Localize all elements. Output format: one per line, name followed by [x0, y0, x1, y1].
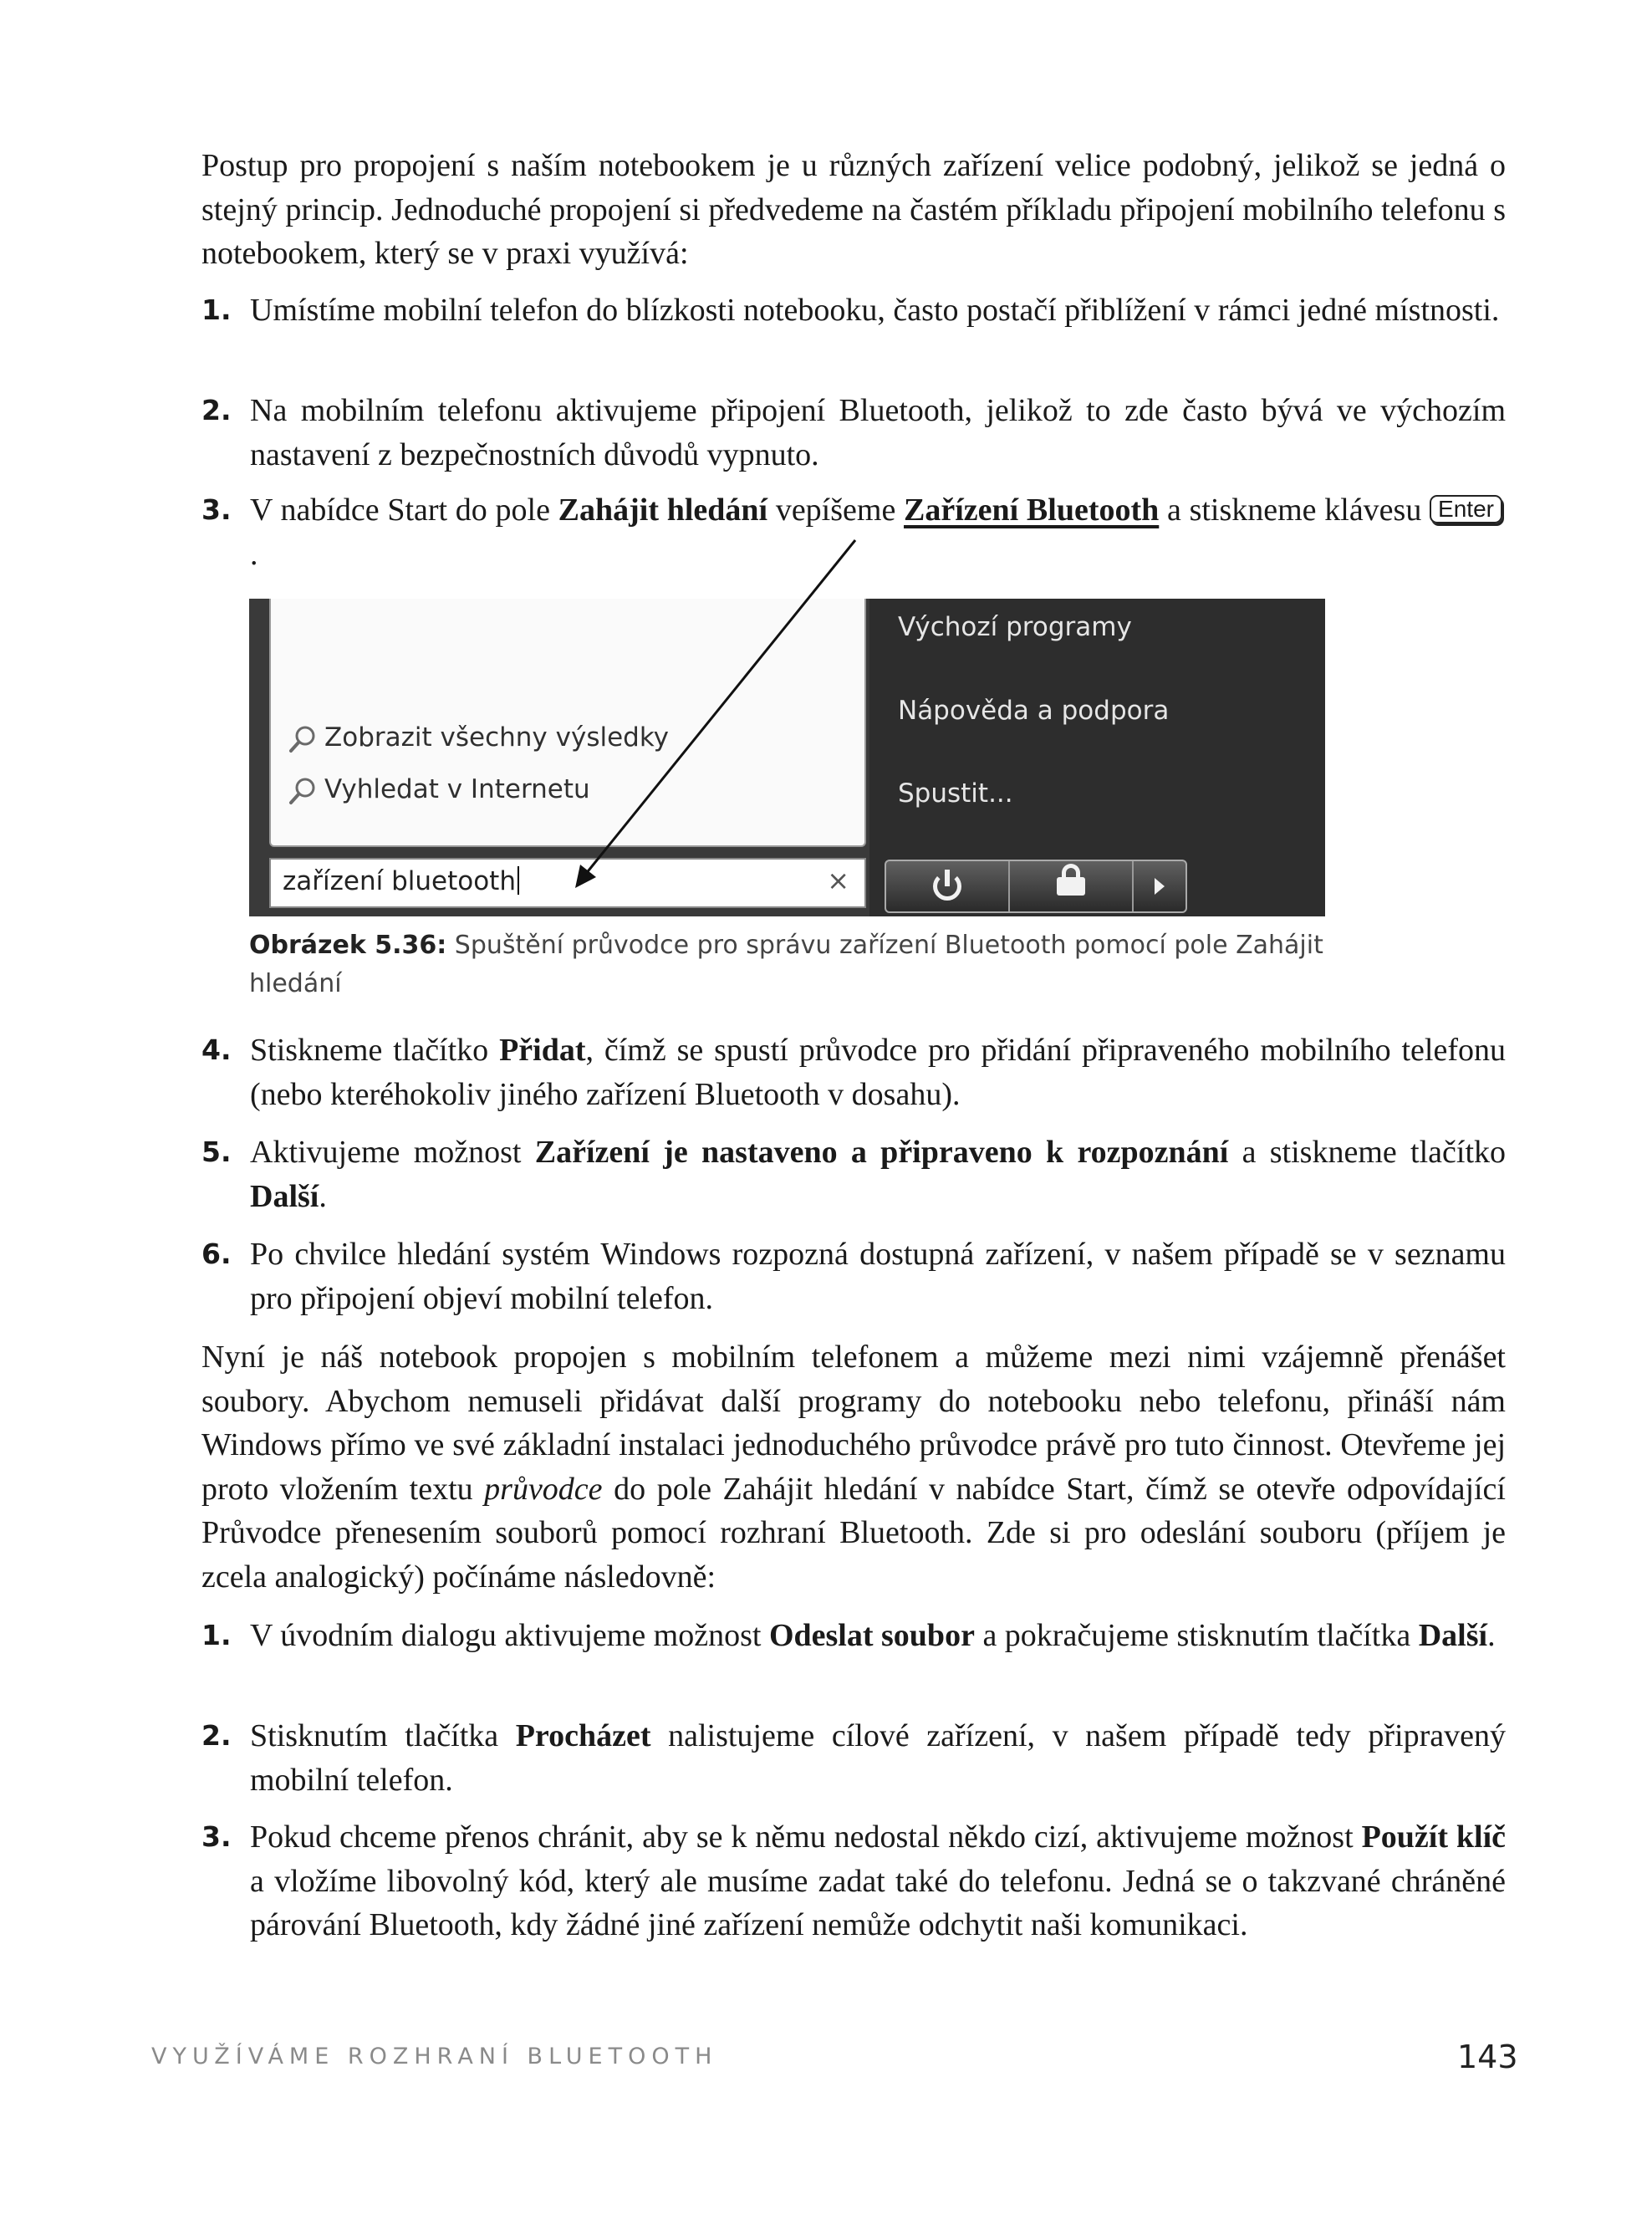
- text-run: a stiskneme klávesu: [1159, 492, 1430, 528]
- bold-term: Další: [250, 1178, 319, 1214]
- bold-term: Zahájit hledání: [558, 492, 768, 528]
- list-item: [201, 1130, 1506, 1218]
- bold-term-underlined: Zařízení Bluetooth: [904, 492, 1160, 528]
- bold-term: Procházet: [515, 1718, 651, 1753]
- search-value: zařízení bluetooth: [283, 866, 519, 896]
- text-run: a vložíme libovolný kód, který ale musíme zadat také do telefonu. Jedná se o takzvané chráněné párování Bluetooth, kdy žádné jiné zařízení nemůže odchytit naši komunikaci.: [250, 1863, 1506, 1943]
- italic-term: průvodce: [484, 1471, 603, 1507]
- text-run: a pokračujeme stisknutím tlačítka: [974, 1618, 1419, 1653]
- text-run: V nabídce Start do pole: [250, 492, 558, 528]
- text-run: .: [319, 1178, 327, 1214]
- list-number: 3.: [201, 1820, 232, 1853]
- bold-term: Přidat: [499, 1033, 586, 1068]
- text-run: , čímž se spustí průvodce pro přidání připraveného mobilního telefonu (nebo kteréhokoliv jiného zařízení Bluetooth v dosahu).: [250, 1033, 1506, 1112]
- result-label: Zobrazit všechny výsledky: [324, 722, 670, 753]
- body-paragraph: [201, 1335, 1506, 1600]
- list-item: [201, 1232, 1506, 1320]
- list-item: [201, 1614, 1506, 1658]
- bold-term: Odeslat soubor: [768, 1618, 975, 1653]
- bold-term: Další: [1418, 1618, 1488, 1653]
- list-text: [250, 1815, 1506, 1947]
- list-number: 5.: [201, 1135, 232, 1168]
- bold-term: Zařízení je nastaveno a připraveno k rozpoznání: [534, 1135, 1229, 1170]
- text-run: .: [1487, 1618, 1496, 1653]
- text-run: Stisknutím tlačítka: [250, 1718, 516, 1753]
- running-footer-title: VYUŽÍVÁME ROZHRANÍ BLUETOOTH: [151, 2044, 718, 2069]
- text-run: Pokud chceme přenos chránit, aby se k němu nedostal někdo cizí, aktivujeme možnost: [250, 1819, 1362, 1855]
- list-number: 3.: [201, 493, 232, 526]
- text-run: do pole Zahájit hledání v nabídce Start, čímž se otevře odpovídající Průvodce přenesením souborů pomocí rozhraní Bluetooth. Zde si pro odeslání souboru (příjem je zcela analogický) počínáme následovně:: [201, 1471, 1506, 1595]
- figure-caption: [249, 926, 1328, 1003]
- caption-text: Spuštění průvodce pro správu zařízení Bluetooth pomocí pole Zahájit hledání: [249, 931, 1323, 998]
- caption-label: Obrázek 5.36:: [249, 931, 447, 960]
- bold-term: Použít klíč: [1361, 1819, 1507, 1855]
- text-run: V úvodním dialogu aktivujeme možnost: [250, 1618, 769, 1653]
- list-number: 6.: [201, 1238, 232, 1270]
- list-number: 2.: [201, 394, 232, 426]
- text-run: vepíšeme: [767, 492, 905, 528]
- list-text: [250, 1130, 1506, 1218]
- text-run: Aktivujeme možnost: [250, 1135, 535, 1170]
- help-support-item[interactable]: Nápověda a podpora: [898, 696, 1170, 726]
- list-item: [201, 1714, 1506, 1802]
- list-number: 1.: [201, 293, 232, 326]
- list-number: 2.: [201, 1719, 232, 1752]
- list-number: 1.: [201, 1619, 232, 1651]
- list-text: Umístíme mobilní telefon do blízkosti notebooku, často postačí přiblížení v rámci jedné místnosti.: [250, 293, 1500, 328]
- list-text: [250, 1028, 1506, 1116]
- result-label: Vyhledat v Internetu: [324, 774, 590, 804]
- page-number: 143: [1457, 2039, 1518, 2075]
- text-run: .: [250, 536, 258, 572]
- list-item: [201, 1028, 1506, 1116]
- list-text: [250, 1614, 1506, 1658]
- default-programs-item[interactable]: Výchozí programy: [898, 612, 1132, 642]
- list-number: 4.: [201, 1033, 232, 1066]
- text-run: Stiskneme tlačítko: [250, 1033, 500, 1068]
- list-text: Na mobilním telefonu aktivujeme připojení Bluetooth, jelikož to zde často bývá ve výchozím nastavení z bezpečnostních důvodů vypnuto.: [250, 393, 1506, 472]
- run-item[interactable]: Spustit...: [898, 778, 1013, 809]
- text-run: Nyní je náš notebook propojen s mobilním telefonem a můžeme mezi nimi vzájemně přenášet soubory. Abychom nemuseli přidávat další programy do notebooku nebo telefonu, přináší nám Windows přímo ve své základní instalaci jednoduchého průvodce právě pro tuto činnost. Otevřeme jej proto vložením textu: [201, 1340, 1506, 1507]
- text-run: nalistujeme cílové zařízení, v našem případě tedy připravený mobilní telefon.: [250, 1718, 1506, 1798]
- list-item: [201, 1815, 1506, 1947]
- clear-search-icon[interactable]: ×: [827, 865, 849, 896]
- text-run: a stiskneme tlačítko: [1228, 1135, 1506, 1170]
- enter-key-icon: Enter: [1430, 495, 1502, 523]
- list-text: [250, 1714, 1506, 1802]
- intro-paragraph: Postup pro propojení s naším notebookem je u různých zařízení velice podobný, jelikož se jedná o stejný princip. Jednoduché propojení si předvedeme na častém příkladu připojení mobilního telefonu s notebookem, který se v praxi využívá:: [201, 148, 1506, 272]
- list-text: Po chvilce hledání systém Windows rozpozná dostupná zařízení, v našem případě se v seznamu pro připojení objeví mobilní telefon.: [250, 1237, 1506, 1316]
